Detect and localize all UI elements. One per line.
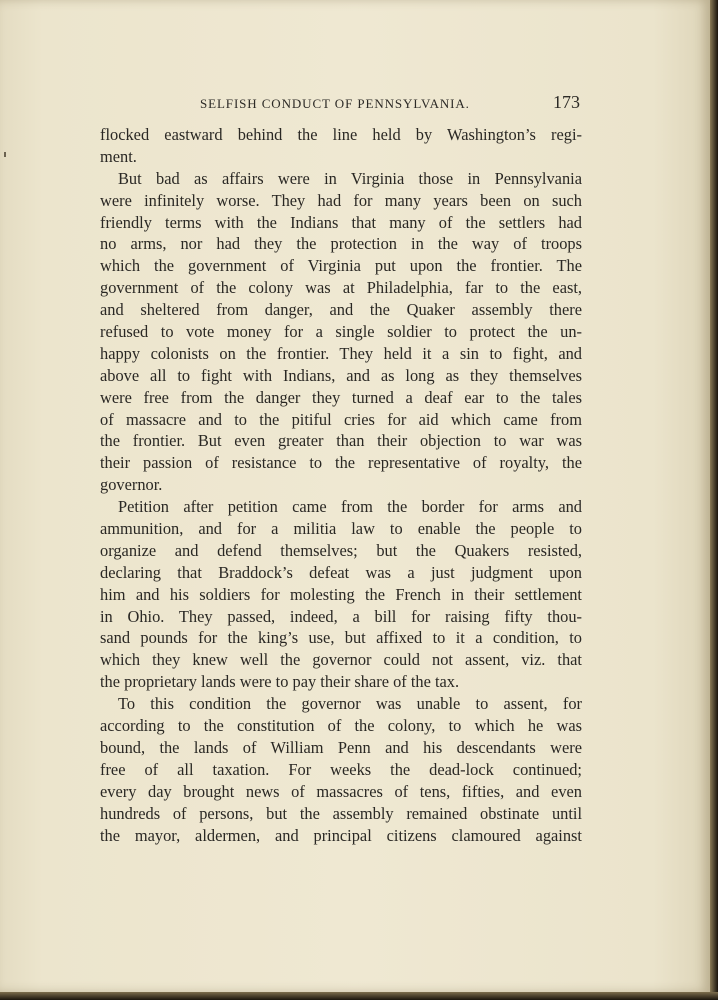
text-line: in Ohio. They passed, indeed, a bill for raising fifty thou- bbox=[100, 606, 582, 626]
text-line: Petition after petition came from the border for arms and bbox=[118, 497, 582, 517]
page-header bbox=[200, 92, 584, 116]
text-line: flocked eastward behind the line held by Washington’s regi- bbox=[100, 125, 582, 144]
text-line: sand pounds for the king’s use, but affixed to it a condition, to bbox=[100, 628, 582, 648]
text-line: declaring that Braddock’s defeat was a just judgment upon bbox=[100, 562, 582, 582]
text-line: their passion of resistance to the representative of royalty, the bbox=[100, 453, 582, 473]
text-line: happy colonists on the frontier. They held it a sin to fight, and bbox=[100, 343, 582, 363]
text-line: above all to fight with Indians, and as long as they themselves bbox=[100, 365, 582, 385]
page-number: 173 bbox=[553, 92, 580, 112]
text-line: were infinitely worse. They had for many years been on such bbox=[100, 190, 582, 210]
text-line: no arms, nor had they the protection in the way of troops bbox=[100, 234, 582, 254]
page-edge-bottom bbox=[0, 992, 718, 1000]
page-edge-right bbox=[710, 0, 718, 1000]
text-line: friendly terms with the Indians that many of the settlers had bbox=[100, 212, 582, 232]
text-line: him and his soldiers for molesting the French in their settlement bbox=[100, 584, 582, 604]
text-line: free of all taxation. For weeks the dead-lock continued; bbox=[100, 759, 582, 779]
text-line: the proprietary lands were to pay their share of the tax. bbox=[100, 672, 460, 692]
text-line: To this condition the governor was unable to assent, for bbox=[118, 694, 582, 714]
text-line: organize and defend themselves; but the Quakers resisted, bbox=[100, 540, 582, 560]
text-line: government of the colony was at Philadelphia, far to the east, bbox=[100, 278, 582, 298]
text-line: according to the constitution of the colony, to which he was bbox=[100, 716, 582, 736]
running-head: SELFISH CONDUCT OF PENNSYLVANIA. bbox=[200, 96, 470, 111]
text-line: were free from the danger they turned a deaf ear to the tales bbox=[100, 387, 582, 407]
text-line: the frontier. But even greater than their objection to war was bbox=[100, 431, 582, 451]
text-line: every day brought news of massacres of tens, fifties, and even bbox=[100, 781, 582, 801]
text-line: But bad as affairs were in Virginia those in Pennsylvania bbox=[118, 168, 582, 188]
margin-mark bbox=[4, 152, 6, 157]
text-line: ment. bbox=[100, 146, 137, 166]
text-line: bound, the lands of William Penn and his descendants were bbox=[100, 737, 582, 757]
text-line: of massacre and to the pitiful cries for aid which came from bbox=[100, 409, 582, 429]
text-line: refused to vote money for a single soldier to protect the un- bbox=[100, 322, 582, 342]
text-line: the mayor, aldermen, and principal citizens clamoured against bbox=[100, 825, 582, 845]
text-line: hundreds of persons, but the assembly remained obstinate until bbox=[100, 803, 582, 823]
text-line: and sheltered from danger, and the Quaker assembly there bbox=[100, 300, 582, 320]
body-text bbox=[100, 124, 582, 846]
text-line: ammunition, and for a militia law to enable the people to bbox=[100, 519, 582, 539]
text-line: which the government of Virginia put upon the frontier. The bbox=[100, 256, 582, 276]
text-line: governor. bbox=[100, 475, 163, 495]
text-line: which they knew well the governor could not assent, viz. that bbox=[100, 650, 582, 670]
